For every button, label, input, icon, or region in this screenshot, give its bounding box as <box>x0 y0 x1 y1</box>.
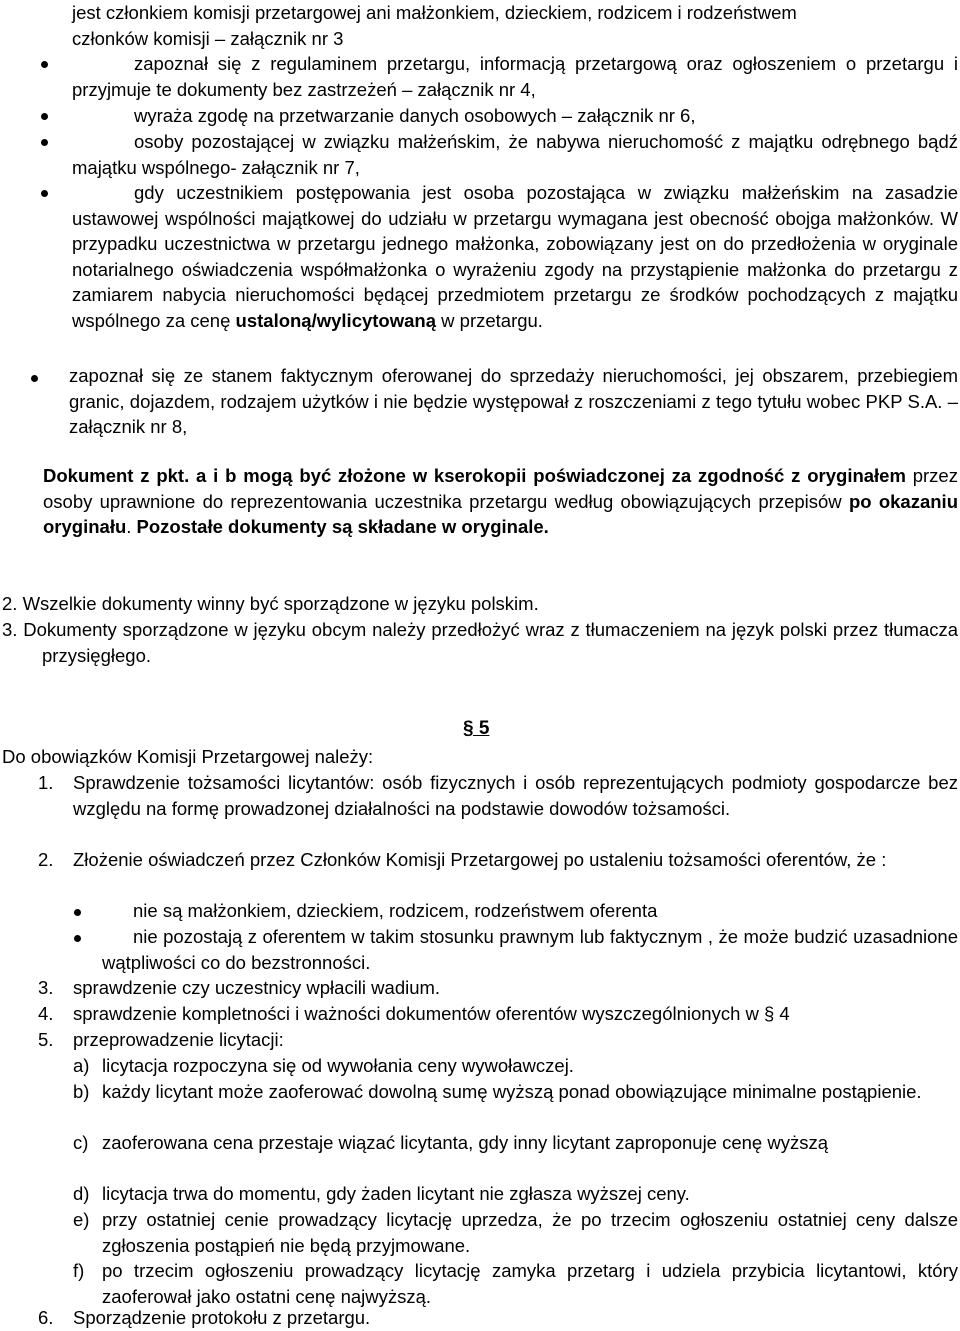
bullet-item: osoby pozostającej w związku małżeńskim, że nabywa nieruchomość z majątku odrębnego bądź majątku wspólnego- załącznik nr 7, <box>72 131 958 178</box>
bullet-icon <box>41 61 48 68</box>
auction-rule: licytacja trwa do momentu, gdy żaden licytant nie zgłasza wyższej ceny. <box>102 1183 690 1204</box>
plain-text: przez osoby uprawnione do reprezentowania uczestnika przetargu według obowiązujących przepisów <box>43 465 958 512</box>
duty-item: przeprowadzenie licytacji: <box>73 1029 284 1050</box>
section-heading: § 5 <box>463 718 490 739</box>
bullet-item: zapoznał się ze stanem faktycznym oferowanej do sprzedaży nieruchomości, jej obszarem, przebiegiem granic, dojazdem, rodzajem użytków i nie będzie występował z roszczeniami z tego tytułu wobec PKP S.A. – załącznik nr 8, <box>69 365 958 437</box>
auction-rule: każdy licytant może zaoferować dowolną sumę wyższą ponad obowiązujące minimalne postąpienie. <box>102 1081 922 1102</box>
sub-bullet-item: nie są małżonkiem, dzieckiem, rodzicem, rodzeństwem oferenta <box>133 900 658 921</box>
bullet-icon <box>41 113 48 120</box>
duty-item: Złożenie oświadczeń przez Członków Komisji Przetargowej po ustaleniu tożsamości oferentów, że : <box>73 849 887 870</box>
bullet-item: zapoznał się z regulaminem przetargu, informacją przetargową oraz ogłoszeniem o przetargu i przyjmuje te dokumenty bez zastrzeżeń – załącznik nr 4, <box>72 53 958 100</box>
duty-item: Sprawdzenie tożsamości licytantów: osób fizycznych i osób reprezentujących podmioty gospodarcze bez względu na formę prowadzonej działalności na podstawie dowodów tożsamości. <box>73 772 958 819</box>
bold-text: Pozostałe dokumenty są składane w oryginale. <box>136 516 549 537</box>
section-intro: Do obowiązków Komisji Przetargowej należy: <box>2 746 374 767</box>
bullet-icon <box>74 935 81 942</box>
bullet-icon <box>74 909 81 916</box>
bullet-item: wyraża zgodę na przetwarzanie danych osobowych – załącznik nr 6, <box>134 105 696 126</box>
documents-note <box>43 463 958 540</box>
bullet-text: gdy uczestnikiem postępowania jest osoba pozostająca w związku małżeńskim na zasadzie ustawowej wspólności majątkowej do udziału w przetargu wymagana jest obecność obojga małżonków. W przypadku uczestnictwa w przetargu jednego małżonka, zobowiązany jest on do przedłożenia w oryginale notarialnego oświadczenia współmałżonka o wyrażeniu zgody na przystąpienie małżonka do przetargu z zamiarem nabycia nieruchomości będącej przedmiotem przetargu ze środków pochodzących z majątku wspólnego za cenę <box>72 182 958 331</box>
list-letter: b) <box>73 1081 90 1102</box>
bold-text: ustaloną/wylicytowaną <box>235 309 437 331</box>
sub-bullet-item: nie pozostają z oferentem w takim stosunku prawnym lub faktycznym , że może budzić uzasadnione wątpliwości co do bezstronności. <box>102 926 958 973</box>
auction-rule: po trzecim ogłoszeniu prowadzący licytację zamyka przetarg i udziela przybicia licytantowi, który zaoferował jako ostatni cenę najwyższą. <box>102 1260 958 1307</box>
list-number: 4. <box>38 1003 54 1024</box>
list-number: 2. <box>38 849 54 870</box>
list-letter: e) <box>73 1209 90 1230</box>
paragraph-line: jest członkiem komisji przetargowej ani małżonkiem, dzieckiem, rodzicem i rodzeństwem <box>72 2 797 23</box>
duty-item: Sporządzenie protokołu z przetargu. <box>73 1307 371 1328</box>
list-letter: d) <box>73 1183 90 1204</box>
bold-text: Dokument z pkt. a i b mogą być złożone w kserokopii poświadczonej za zgodność z oryginałem <box>43 465 906 486</box>
bullet-icon <box>41 190 48 197</box>
bullet-icon <box>31 375 38 382</box>
numbered-paragraph: 3. Dokumenty sporządzone w języku obcym należy przedłożyć wraz z tłumaczeniem na język polski przez tłumacza przysięgłego. <box>2 619 958 666</box>
list-letter: c) <box>73 1132 89 1153</box>
bullet-tail: w przetargu. <box>436 309 543 331</box>
bold-text: po okazaniu oryginału <box>43 490 958 537</box>
paragraph-line: członków komisji – załącznik nr 3 <box>72 27 344 49</box>
list-number: 5. <box>38 1029 54 1050</box>
numbered-paragraph: 2. Wszelkie dokumenty winny być sporządzone w języku polskim. <box>2 593 539 614</box>
list-number: 1. <box>38 772 54 793</box>
auction-rule: licytacja rozpoczyna się od wywołania ceny wywoławczej. <box>102 1055 574 1076</box>
auction-rule: zaoferowana cena przestaje wiązać licytanta, gdy inny licytant zaproponuje cenę wyższą <box>102 1132 829 1153</box>
list-letter: a) <box>73 1055 90 1076</box>
paragraph-continuation <box>72 0 958 51</box>
auction-rule: przy ostatniej cenie prowadzący licytację uprzedza, że po trzecim ogłoszeniu ostatniej ceny dalsze zgłoszenia postąpień nie będą przyjmowane. <box>102 1209 958 1256</box>
list-number: 6. <box>38 1307 54 1328</box>
bullet-icon <box>41 139 48 146</box>
duty-item: sprawdzenie czy uczestnicy wpłacili wadium. <box>73 977 441 998</box>
list-letter: f) <box>73 1260 85 1281</box>
list-number: 3. <box>38 977 54 998</box>
duty-item: sprawdzenie kompletności i ważności dokumentów oferentów wyszczególnionych w § 4 <box>73 1003 790 1024</box>
bullet-item <box>72 180 958 333</box>
plain-text: . <box>126 516 137 537</box>
